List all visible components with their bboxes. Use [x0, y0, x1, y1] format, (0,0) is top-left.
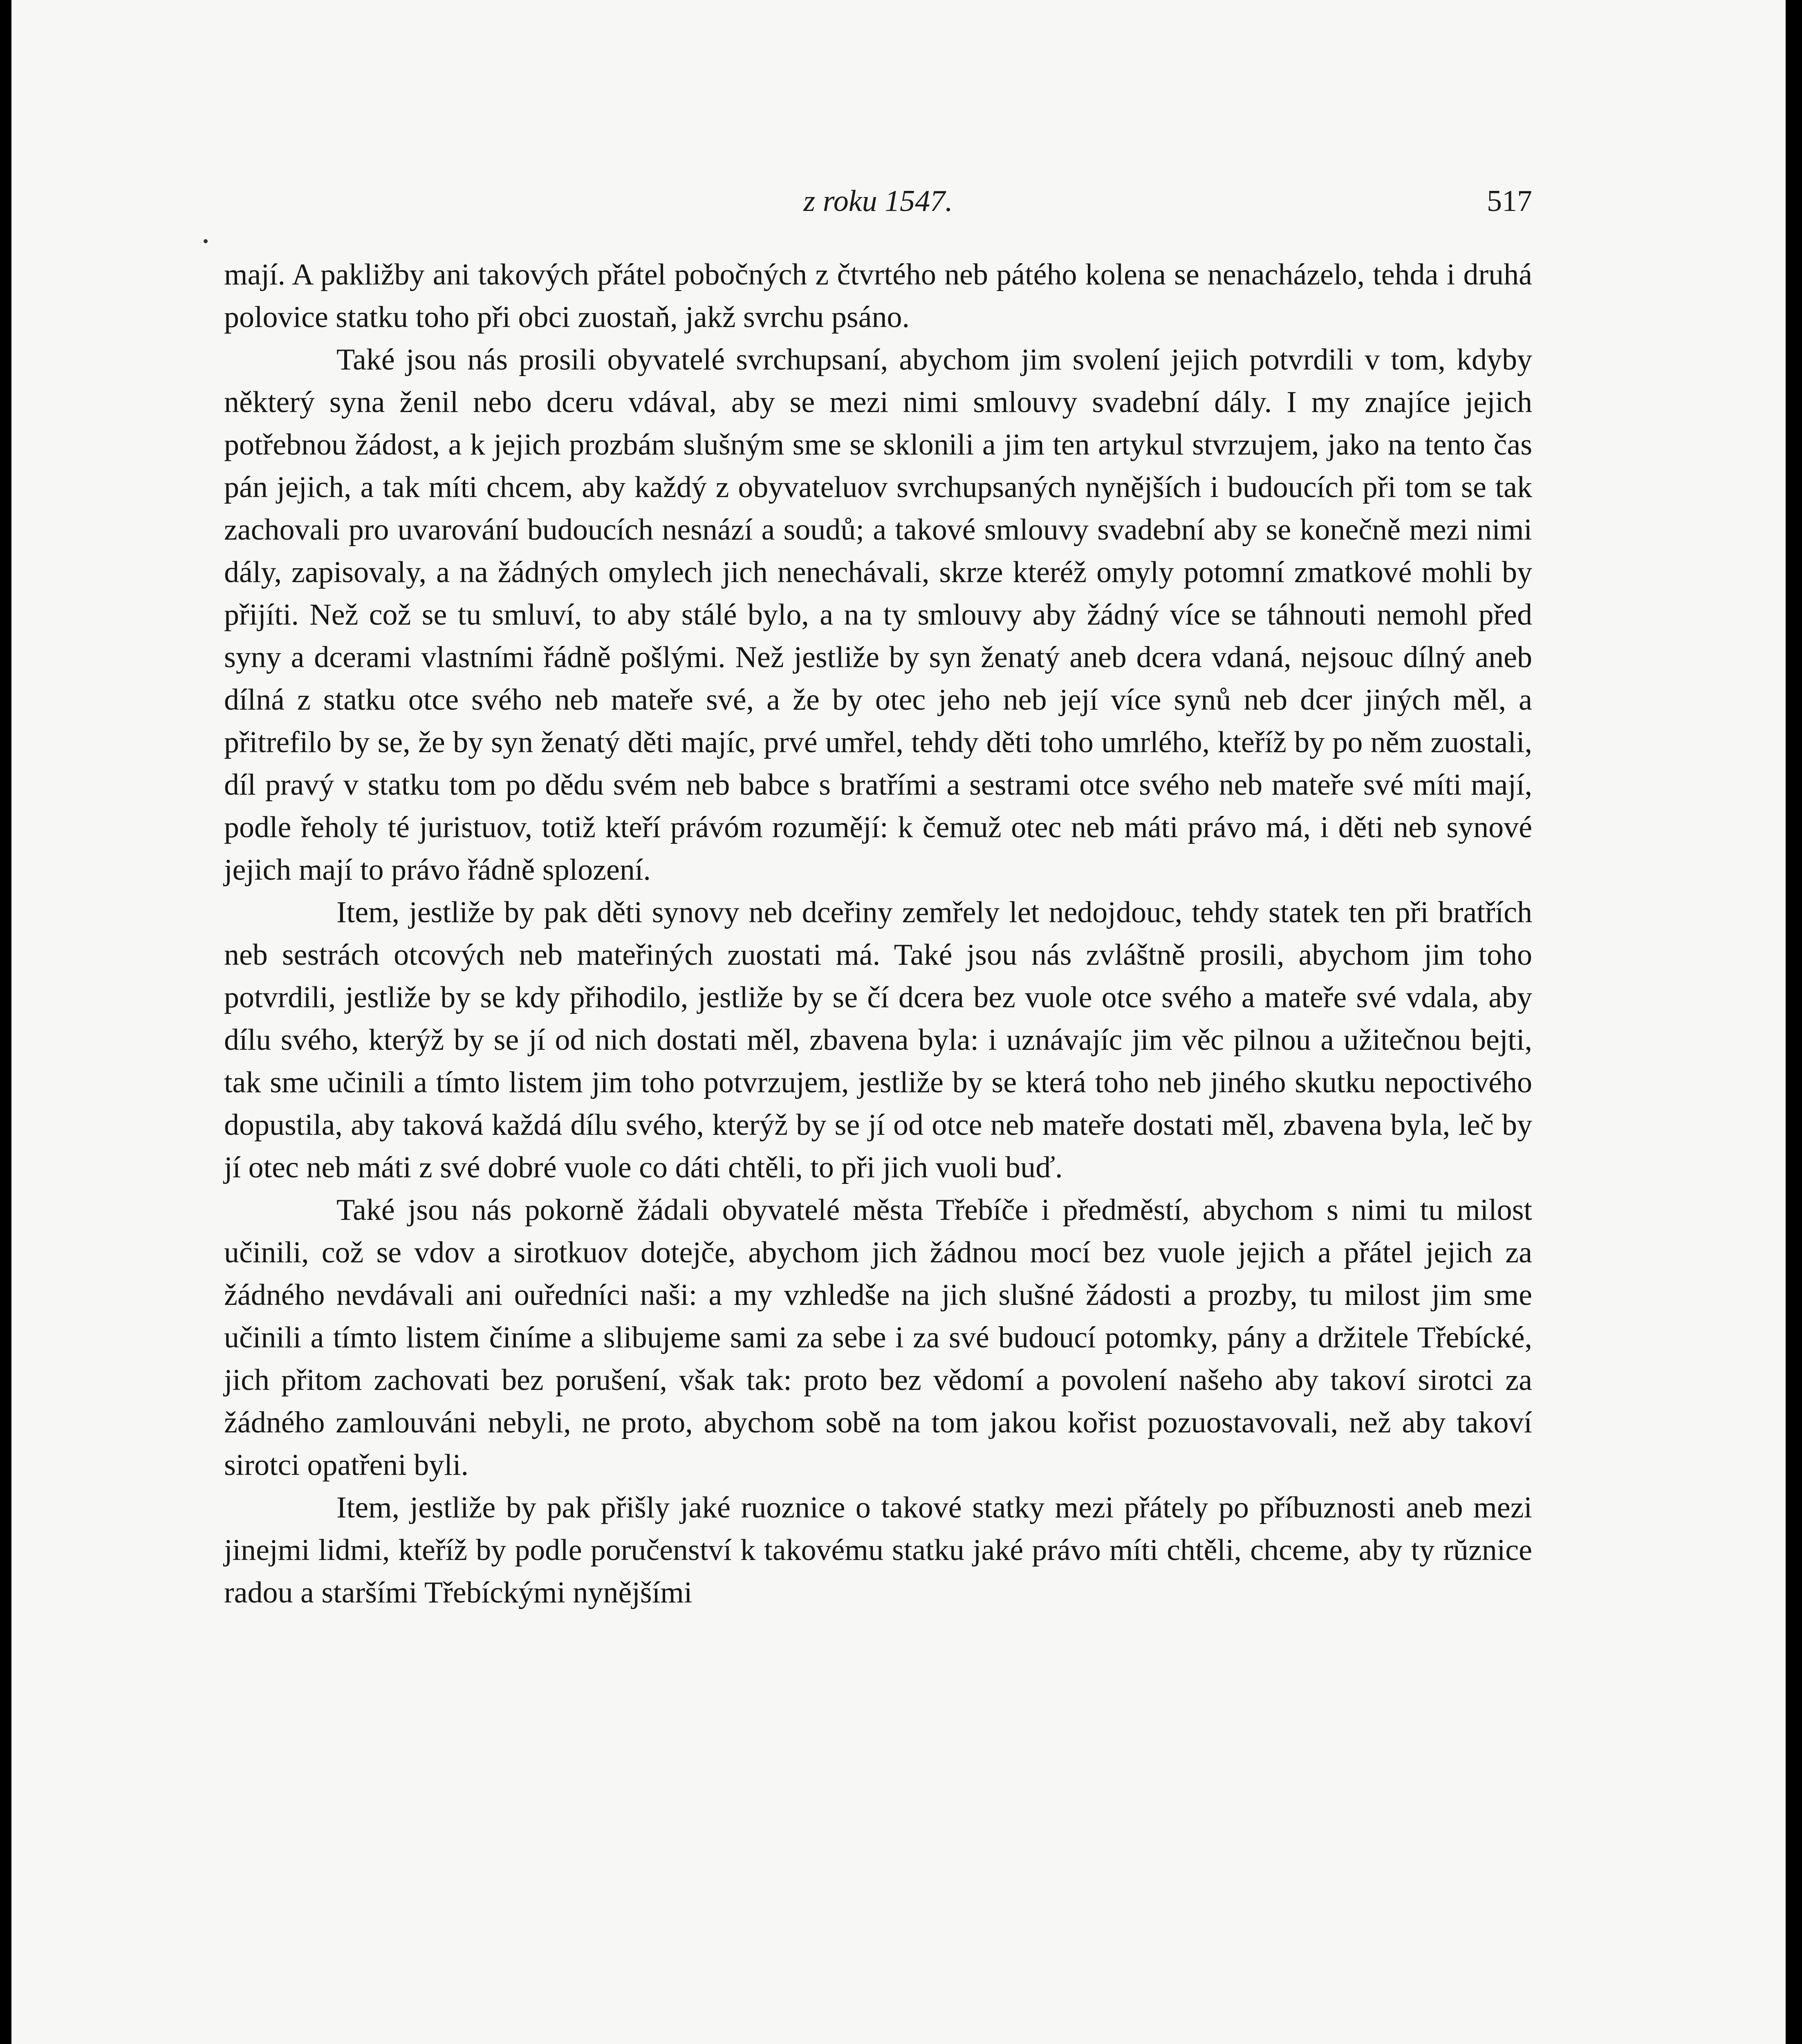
paragraph-5: Item, jestliže by pak přišly jaké ruoznice o takové statky mezi přátely po příbuznosti aneb mezi jinejmi lidmi, kteříž by podle poručenství k takovému statku jaké právo míti chtěli, chceme, aby ty rŭznice radou a staršími Třebíckými nynějšími	[224, 1491, 1532, 1609]
paragraph-1: mají. A pakližby ani takových přátel pobočných z čtvrtého neb pátého kolena se nenacházelo, tehda i druhá polovice statku toho při obci zuostaň, jakž svrchu psáno.	[224, 258, 1532, 334]
paragraph-2: Také jsou nás prosili obyvatelé svrchupsaní, abychom jim svolení jejich potvrdili v tom, kdyby některý syna ženil nebo dceru vdával, aby se mezi nimi smlouvy svadební dály. I my znajíce jejich potřebnou žádost, a k jejich prozbám slušným sme se sklonili a jim ten artykul stvrzujem, jako na tento čas pán jejich, a tak míti chcem, aby každý z obyvateluov svrchupsaných nynějších i budoucích při tom se tak zachovali pro uvarování budoucích nesnází a soudů; a takové smlouvy svadební aby se konečně mezi nimi dály, zapisovaly, a na žádných omylech jich nenechávali, skrze kteréž omyly potomní zmatkové mohli by přijíti. Než což se tu smluví, to aby stálé bylo, a na ty smlouvy aby žádný více se táhnouti nemohl před syny a dcerami vlastními řádně pošlými. Než jestliže by syn ženatý aneb dcera vdaná, nejsouc dílný aneb dílná z statku otce svého neb mateře své, a že by otec jeho neb její více synů neb dcer jiných měl, a přitrefilo by se, že by syn ženatý děti majíc, prvé umřel, tehdy děti toho umrlého, kteříž by po něm zuostali, díl pravý v statku tom po dědu svém neb babce s bratřími a sestrami otce svého neb mateře své míti mají, podle řeholy té juristuov, totiž kteří právóm rozumějí: k čemuž otec neb máti právo má, i děti neb synové jejich mají to právo řádně splození.	[224, 343, 1532, 887]
scanned-page	[11, 0, 1786, 2044]
print-speck	[204, 239, 208, 243]
paragraph-3: Item, jestliže by pak děti synovy neb dceřiny zemřely let nedojdouc, tehdy statek ten při bratřích neb sestrách otcových neb mateřiných zuostati má. Také jsou nás zvláštně prosili, abychom jim toho potvrdili, jestliže by se kdy přihodilo, jestliže by se čí dcera bez vuole otce svého a mateře své vdala, aby dílu svého, kterýž by se jí od nich dostati měl, zbavena byla: i uznávajíc jim věc pilnou a užitečnou bejti, tak sme učinili a tímto listem jim toho potvrzujem, jestliže by se která toho neb jiného skutku nepoctivého dopustila, aby taková každá dílu svého, kterýž by se jí od otce neb mateře dostati měl, zbavena byla, leč by jí otec neb máti z své dobré vuole co dáti chtěli, to při jich vuoli buď.	[224, 896, 1532, 1184]
running-title: z roku 1547.	[803, 184, 953, 218]
page-header	[224, 176, 1532, 225]
body-text	[224, 253, 1532, 1614]
page-number: 517	[1487, 184, 1532, 218]
paragraph-4: Také jsou nás pokorně žádali obyvatelé města Třebíče i předměstí, abychom s nimi tu milost učinili, což se vdov a sirotkuov dotejče, abychom jich žádnou mocí bez vuole jejich a přátel jejich za žádného nevdávali ani ouředníci naši: a my vzhledše na jich slušné žádosti a prozby, tu milost jim sme učinili a tímto listem činíme a slibujeme sami za sebe i za své budoucí potomky, pány a držitele Třebícké, jich přitom zachovati bez porušení, však tak: proto bez vědomí a povolení našeho aby takoví sirotci za žádného zamlouváni nebyli, ne proto, abychom sobě na tom jakou kořist pozuostavovali, než aby takoví sirotci opatřeni byli.	[224, 1193, 1532, 1482]
